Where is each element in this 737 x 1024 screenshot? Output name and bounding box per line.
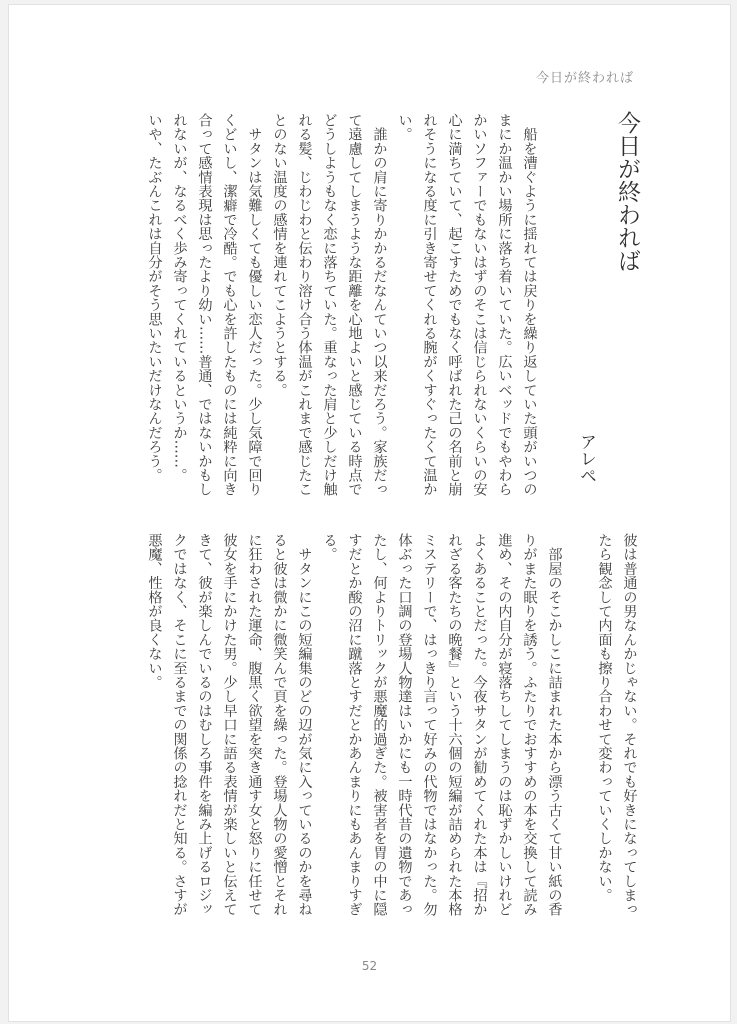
document-page <box>8 4 731 1022</box>
text-column: 悪魔、性格が良くない。 <box>146 533 163 690</box>
text-column: たら観念して内面も擦り合わせて変わっていくしかない。 <box>596 533 613 903</box>
text-column: サタンにこの短編集のどの辺が気に入っているのかを尋ね <box>296 533 313 917</box>
text-column: 進め、その内自分が寝落ちしてしまうのは恥ずかしいけれど <box>496 533 513 917</box>
text-column: サタンは気難しくても優しい恋人だった。少し気障で回り <box>246 113 263 497</box>
text-column: くどいし、潔癖で冷酷。でも心を許したものには純粋に向き <box>221 113 238 497</box>
text-column: クではなく、そこに至るまでの関係の捻れだと知る。さすが <box>171 533 188 917</box>
text-column: る。 <box>321 533 338 562</box>
text-column: 心に満ちていて、起こすためでもなく呼ばれた己の名前と崩 <box>446 113 463 497</box>
text-column: どうしようもなく恋に落ちていた。重なった肩と少しだけ触 <box>321 113 338 497</box>
text-column: 彼女を手にかけた男。少し早口に語る表情が楽しいと伝えて <box>221 533 238 917</box>
story-author: アレペ <box>576 433 596 484</box>
text-column: 彼は普通の男なんかじゃない。それでも好きになってしまっ <box>621 533 638 917</box>
text-column: すだとか酸の沼に蹴落とすだとかあんまりにもあんまりすぎ <box>346 533 363 917</box>
text-column: とのない温度の感情を連れてこようとする。 <box>271 113 288 397</box>
text-column: 合って感情表現は思ったより幼い……普通、ではないかもし <box>196 113 213 497</box>
text-column: りがまた眠りを誘う。ふたりでおすすめの本を交換して読み <box>521 533 538 917</box>
text-column: ると彼は微かに微笑んで頁を繰った。登場人物の愛憎とそれ <box>271 533 288 917</box>
text-column: 部屋のそこかしこに詰まれた本から漂う古くて甘い紙の香 <box>546 533 563 917</box>
text-column: 船を漕ぐように揺れては戻りを繰り返していた頭がいつの <box>521 113 538 497</box>
text-column: れざる客たちの晩餐』という十六個の短編が詰められた本格 <box>446 533 463 917</box>
text-column: れそうになる度に引き寄せてくれる腕がくすぐったくて温か <box>421 113 438 497</box>
page-number: 52 <box>361 959 378 973</box>
text-column: きて、彼が楽しんでいるのはむしろ事件を編み上げるロジッ <box>196 533 213 917</box>
text-column: ミステリーで、はっきり言って好みの代物ではなかった。勿 <box>421 533 438 917</box>
text-column: れる髪、じわじわと伝わり溶け合う体温がこれまで感じたこ <box>296 113 313 497</box>
text-column: 誰かの肩に寄りかかるだなんていつ以来だろう。家族だっ <box>371 113 388 497</box>
text-column: 体ぶった口調の登場人物達はいかにも一時代昔の遺物であっ <box>396 533 413 917</box>
text-column: いや、たぶんこれは自分がそう思いたいだけなんだろう。 <box>146 113 163 483</box>
text-column: まにか温かい場所に落ち着いていた。広いベッドでもやわら <box>496 113 513 497</box>
story-title: 今日が終われば <box>614 111 640 272</box>
text-column: い。 <box>396 113 413 142</box>
text-column: に狂わされた運命、腹黒く欲望を突き通す女と怒りに任せて <box>246 533 263 917</box>
text-column: て遠慮してしまうような距離を心地よいと感じている時点で <box>346 113 363 497</box>
running-header: 今日が終われば <box>535 71 634 86</box>
text-column: れないが、なるべく歩み寄ってくれているというか……。 <box>171 113 188 483</box>
text-column: よくあることだった。今夜サタンが勧めてくれた本は『招か <box>471 533 488 917</box>
text-column: たし、何よりトリックが悪魔的過ぎた。被害者を胃の中に隠 <box>371 533 388 917</box>
text-column: かいソファーでもないはずのそこは信じられないくらいの安 <box>471 113 488 497</box>
